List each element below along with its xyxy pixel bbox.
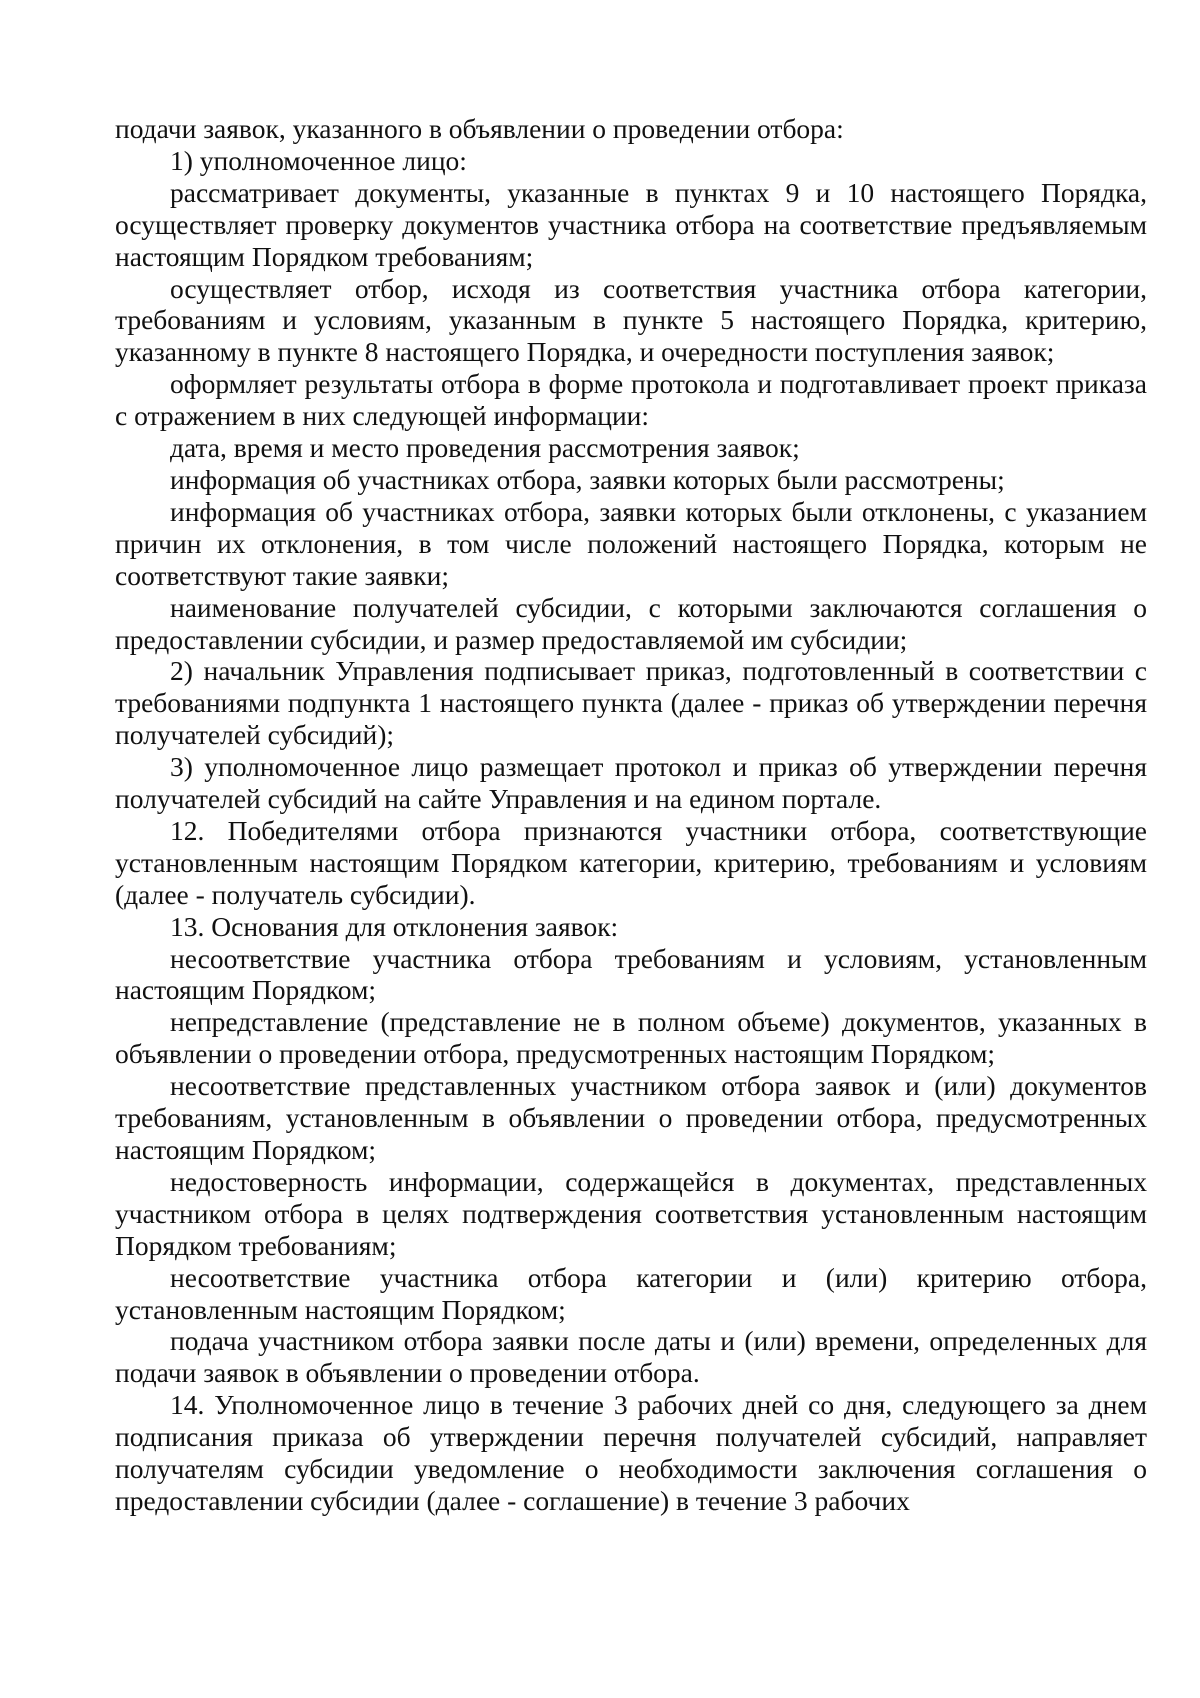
paragraph-item-12: 12. Победителями отбора признаются участники отбора, соответствующие установленным настоящим Порядком категории, критерию, требованиям и условиям (далее - получатель субсидии). bbox=[115, 814, 1147, 910]
paragraph-subitem-1: 1) уполномоченное лицо: bbox=[170, 144, 467, 176]
paragraph-reason-5: несоответствие участника отбора категории и (или) критерию отбора, установленным настоящим Порядком; bbox=[115, 1261, 1147, 1325]
paragraph-review-documents: рассматривает документы, указанные в пунктах 9 и 10 настоящего Порядка, осуществляет проверку документов участника отбора на соответствие предъявляемым настоящим Порядком требованиям; bbox=[115, 176, 1147, 272]
paragraph-item-13: 13. Основания для отклонения заявок: bbox=[170, 910, 619, 942]
paragraph-reviewed-participants: информация об участниках отбора, заявки которых были рассмотрены; bbox=[170, 463, 1005, 495]
paragraph-reason-4: недостоверность информации, содержащейся в документах, представленных участником отбора в целях подтверждения соответствия установленным настоящим Порядком требованиям; bbox=[115, 1165, 1147, 1261]
paragraph-rejected-participants: информация об участниках отбора, заявки которых были отклонены, с указанием причин их отклонения, в том числе положений настоящего Порядка, которым не соответствуют такие заявки; bbox=[115, 495, 1147, 591]
paragraph-subitem-2: 2) начальник Управления подписывает приказ, подготовленный в соответствии с требованиями подпункта 1 настоящего пункта (далее - приказ об утверждении перечня получателей субсидий); bbox=[115, 655, 1147, 751]
paragraph-protocol: оформляет результаты отбора в форме протокола и подготавливает проект приказа с отражением в них следующей информации: bbox=[115, 368, 1147, 432]
paragraph-selection: осуществляет отбор, исходя из соответствия участника отбора категории, требованиям и условиям, указанным в пункте 5 настоящего Порядка, критерию, указанному в пункте 8 настоящего Порядка, и очередности поступления заявок; bbox=[115, 272, 1147, 368]
paragraph-reason-3: несоответствие представленных участником отбора заявок и (или) документов требованиям, установленным в объявлении о проведении отбора, предусмотренных настоящим Порядком; bbox=[115, 1070, 1147, 1165]
paragraph-date-time-place: дата, время и место проведения рассмотрения заявок; bbox=[170, 432, 800, 464]
paragraph-item-14: 14. Уполномоченное лицо в течение 3 рабочих дней со дня, следующего за днем подписания приказа об утверждении перечня получателей субсидий, направляет получателям субсидии уведомление о необходимости заключения соглашения о предоставлении субсидии (далее - соглашение) в течение 3 рабочих bbox=[115, 1389, 1147, 1516]
paragraph-subitem-3: 3) уполномоченное лицо размещает протокол и приказ об утверждении перечня получателей субсидий на сайте Управления и на едином портале. bbox=[115, 751, 1147, 815]
paragraph-recipients: наименование получателей субсидии, с которыми заключаются соглашения о предоставлении субсидии, и размер предоставляемой им субсидии; bbox=[115, 591, 1147, 655]
paragraph-reason-1: несоответствие участника отбора требованиям и условиям, установленным настоящим Порядком; bbox=[115, 942, 1147, 1006]
paragraph-reason-2: непредставление (представление не в полном объеме) документов, указанных в объявлении о проведении отбора, предусмотренных настоящим Порядком; bbox=[115, 1006, 1147, 1070]
paragraph-continuation: подачи заявок, указанного в объявлении о проведении отбора: bbox=[115, 113, 844, 144]
document-body bbox=[115, 113, 1147, 1517]
paragraph-reason-6: подача участником отбора заявки после даты и (или) времени, определенных для подачи заявок в объявлении о проведении отбора. bbox=[115, 1325, 1147, 1389]
